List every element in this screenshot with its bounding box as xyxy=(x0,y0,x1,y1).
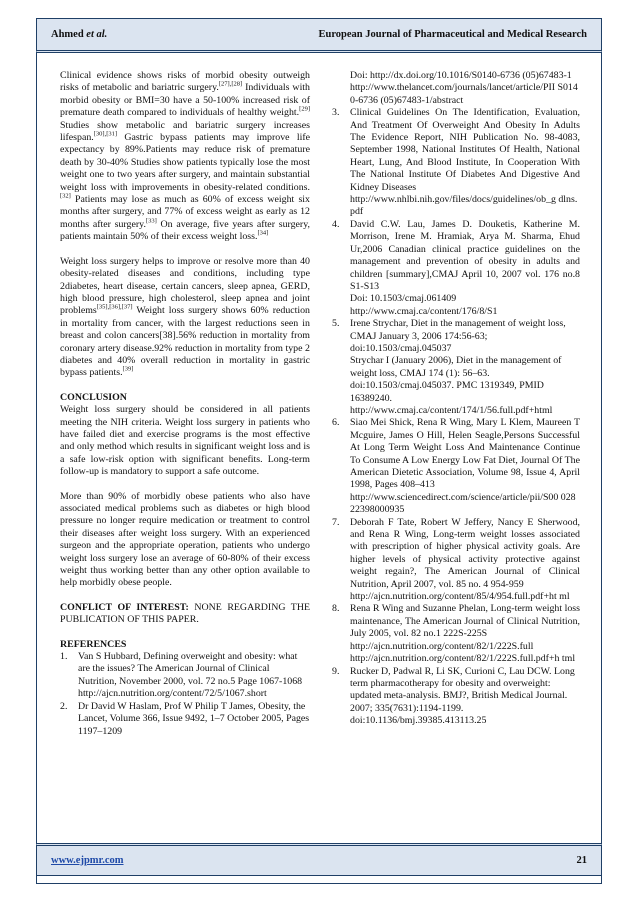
body-paragraph-1 xyxy=(60,70,310,244)
reference-number: 4. xyxy=(332,218,340,230)
reference-item xyxy=(60,651,310,701)
reference-text: Siao Mei Shick, Rena R Wing, Mary L Klem, Maureen T Mcguire, James O Hill, Helen Seagle,Persons Successful At Long Term Weight Loss And Maintenance Continue To Consume A Low Energy Low Fat Diet, Journal Of The American Dietetic Association, Volume 98, Issue 4, April 1998, Pages 408–413 xyxy=(350,417,580,491)
reference-number: 8. xyxy=(332,603,340,615)
citation-35-36-37: [35],[36],[37] xyxy=(96,304,133,312)
conflict-of-interest xyxy=(60,602,310,627)
header-journal-title: European Journal of Pharmaceutical and Medical Research xyxy=(318,29,587,40)
reference-link[interactable]: http://ajcn.nutrition.org/content/85/4/954.full.pdf+ht ml xyxy=(350,591,570,603)
citation-27-28: [27],[28] xyxy=(218,81,243,89)
text-run: Clinical evidence shows risks of morbid obesity outweigh risks of metabolic and bariatric surgery. xyxy=(60,70,310,94)
reference-text: Strychar I (January 2006), Diet in the management of weight loss, CMAJ 174 (1): 56–63. doi:10.1503/cmaj.045037. PMC 1319349, PMID 16389240. xyxy=(350,355,562,404)
reference-number: 9. xyxy=(332,665,340,677)
text-run: On average, five years after surgery, patients maintain 50% of their excess weight loss. xyxy=(60,218,310,243)
citation-32: [32] xyxy=(60,192,71,200)
text-run: Weight loss surgery helps to improve or resolve more than 40 obesity-related diseases and conditions, including type 2diabetes, heart disease, certain cancers, sleep apnea, GERD, high blood pressure, high cholesterol, sleep apnea and joint problems xyxy=(60,255,310,317)
running-footer xyxy=(36,843,602,876)
reference-link[interactable]: http://www.nhlbi.nih.gov/files/docs/guidelines/ob_g dlns.pdf xyxy=(350,194,578,218)
text-run: Individuals with morbid obesity or BMI=30 have a 50-100% increased risk of premature death compared to individuals of healthy weight. xyxy=(60,82,310,119)
reference-text: Dr David W Haslam, Prof W Philip T James, Obesity, the Lancet, Volume 366, Issue 9492, 1–7 October 2005, Pages 1197–1209 xyxy=(78,700,310,737)
citation-33: [33] xyxy=(145,217,157,225)
reference-item xyxy=(332,517,580,604)
conflict-heading: CONFLICT OF INTEREST: xyxy=(60,601,189,613)
references-heading: REFERENCES xyxy=(60,638,127,650)
reference-text: Deborah F Tate, Robert W Jeffery, Nancy E Sherwood, and Rena R Wing, Long-term weight losses associated with prescription of higher physical activity goals. Are higher levels of physical activity protective against weight regain?, The American Journal of Clinical Nutrition, April 2007, vol. 85 no. 4 954-959 xyxy=(350,516,580,590)
body-paragraph-2 xyxy=(60,256,310,380)
reference-number: 1. xyxy=(60,651,68,663)
citation-34: [34] xyxy=(257,229,269,237)
running-header xyxy=(36,18,602,53)
text-run: Weight loss surgery shows 60% reduction in mortality from cancer, with the largest reductions seen in breast and colon cancers[38].56% reduction in mortality from coronary artery disease.92% reduction in mortality from type 2 diabetes and 40% overall reduction in mortality in gastric bypass patients. xyxy=(60,305,310,379)
header-author-name: Ahmed xyxy=(51,29,84,40)
citation-29: [29] xyxy=(299,105,310,113)
reference-item xyxy=(60,701,310,738)
reference-link[interactable]: http://ajcn.nutrition.org/content/82/1/222S.full xyxy=(350,640,534,652)
header-authors xyxy=(51,29,107,40)
left-column xyxy=(60,70,310,738)
reference-link[interactable]: http://ajcn.nutrition.org/content/82/1/222S.full.pdf+h tml xyxy=(350,653,576,665)
reference-link[interactable]: http://www.thelancet.com/journals/lancet/article/PII S0140-6736 (05)67483-1/abstract xyxy=(350,82,578,106)
reference-text: David C.W. Lau, James D. Douketis, Katherine M. Morrison, Irene M. Hramiak, Arya M. Sharma, Ehud Ur,2006 Canadian clinical practice guidelines on the management and prevention of obesity in adults and children [summary],CMAJ April 10, 2007 vol. 176 no.8 S1-S13 xyxy=(350,218,580,292)
reference-item xyxy=(332,417,580,516)
reference-number: 7. xyxy=(332,516,340,528)
reference-item xyxy=(332,666,580,728)
reference-number: 3. xyxy=(332,107,340,119)
right-column xyxy=(332,70,580,728)
reference-text: Clinical Guidelines On The Identification, Evaluation, And Treatment Of Overweight And Obesity In Adults The Evidence Report, NIH Publication No. 98-4083, September 1998, National Institutes Of Health, National Heart, Lung, And Blood Institute, In Cooperation With The National Institute Of Diabetes And Digestive And Kidney Diseases xyxy=(350,107,580,193)
citation-30-31: [30],[31] xyxy=(93,130,118,138)
reference-doi: Doi: http://dx.doi.org/10.1016/S0140-6736 (05)67483-1 xyxy=(350,70,572,81)
reference-text: Van S Hubbard, Defining overweight and obesity: what are the issues? The American Journal of Clinical Nutrition, November 2000, vol. 72 no.5 Page 1067-1068 xyxy=(78,651,303,687)
header-et-al: et al. xyxy=(86,29,108,40)
reference-text: Rena R Wing and Suzanne Phelan, Long-term weight loss maintenance, The American Journal of Clinical Nutrition, July 2005, vol. 82 no.1 222S-225S xyxy=(350,603,580,640)
reference-link[interactable]: http://www.sciencedirect.com/science/article/pii/S00 02822398000935 xyxy=(350,491,576,516)
reference-link[interactable]: http://ajcn.nutrition.org/content/72/5/1067.short xyxy=(78,688,267,700)
reference-number: 6. xyxy=(332,417,340,429)
reference-item xyxy=(332,107,580,219)
text-run: Patients may lose as much as 60% of excess weight six months after surgery, and 77% of excess weight as early as 12 months after surgery. xyxy=(60,194,310,230)
reference-link[interactable]: http://www.cmaj.ca/content/174/1/56.full.pdf+html xyxy=(350,404,553,416)
reference-doi: doi:10.1503/cmaj.045037 xyxy=(350,342,452,354)
reference-link[interactable]: http://www.cmaj.ca/content/176/8/S1 xyxy=(350,305,498,317)
reference-item xyxy=(332,318,580,417)
conflict-text: NONE REGARDING THE PUBLICATION OF THIS PAPER. xyxy=(60,601,311,626)
page-number: 21 xyxy=(576,855,587,866)
reference-doi: Doi: 10.1503/cmaj.061409 xyxy=(350,293,457,305)
conclusion-paragraph-1: Weight loss surgery should be considered in all patients meeting the NIH criteria. Weight loss surgery in patients who have failed diet and exercise programs is the most effective and only method which results in significant weight loss and is a safe low-risk option with significant benefits. Long-term follow-up is mandatory to support a safe outcome. xyxy=(60,404,310,478)
footer-website-link[interactable]: www.ejpmr.com xyxy=(51,855,124,866)
conclusion-paragraph-2: More than 90% of morbidly obese patients who also have associated medical problems such as diabetes or high blood pressure no longer require medication or treatment to control their diseases after weight loss surgery. With an experienced surgeon and the appropriate operation, patients who undergo weight loss surgery lose an average of 60-80% of their excess weight thus working better than any other option available to help morbidly obese people. xyxy=(60,490,310,589)
reference-number: 2. xyxy=(60,700,68,712)
reference-text: Rucker D, Padwal R, Li SK, Curioni C, Lau DCW. Long term pharmacotherapy for obesity and overweight: updated meta-analysis. BMJ?, British Medical Journal. 2007; 335(7631):1194-1199. doi:10.1136/bmj.39385.413113.25 xyxy=(350,665,575,727)
reference-list-right xyxy=(332,107,580,727)
reference-continuation xyxy=(332,70,580,107)
reference-number: 5. xyxy=(332,318,340,330)
text-run: Gastric bypass patients may improve life expectancy by 89%.Patients may reduce risk of premature death by 30-40% Studies show patients typically lose the most weight one to two years after surgery, and maintain substantial weight loss with improvements in obesity-related conditions. xyxy=(60,132,310,193)
reference-item xyxy=(332,603,580,665)
reference-item xyxy=(332,219,580,318)
text-run: Studies show metabolic and bariatric surgery increases lifespan. xyxy=(60,119,310,144)
citation-39: [39] xyxy=(122,366,134,374)
reference-list-left xyxy=(60,651,310,738)
reference-text: Irene Strychar, Diet in the management of weight loss, CMAJ January 3, 2006 174:56-63; xyxy=(350,318,566,342)
conclusion-heading: CONCLUSION xyxy=(60,391,127,403)
